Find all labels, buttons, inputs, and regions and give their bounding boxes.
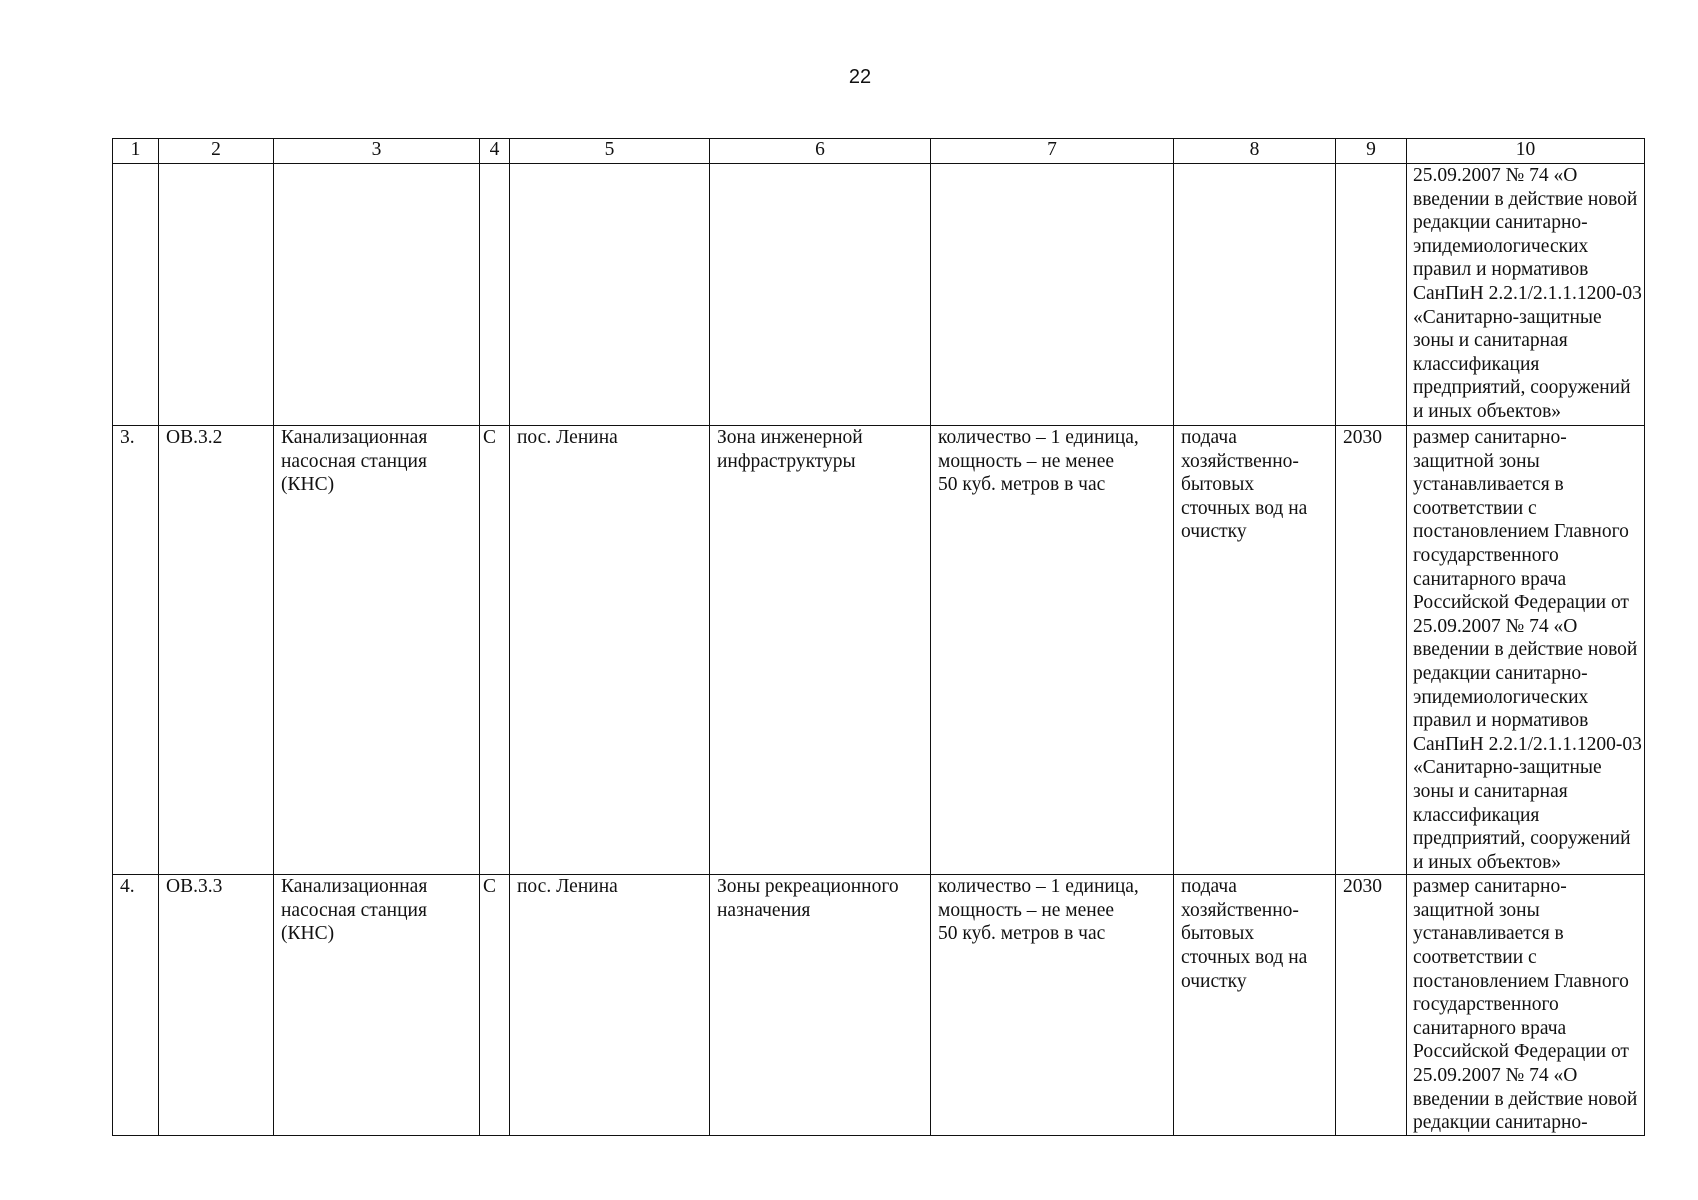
note-line: предприятий, сооружений (1413, 828, 1631, 850)
column-number: 1 (113, 139, 159, 164)
note-line: введении в действие новой (1413, 188, 1638, 210)
zone-line: назначения (717, 899, 811, 921)
purpose-line: сточных вод на (1181, 947, 1308, 969)
name-line: (КНС) (281, 474, 335, 496)
continuation-row (113, 164, 1645, 426)
note-line: защитной зоны (1413, 899, 1540, 921)
note-line: и иных объектов» (1413, 400, 1562, 422)
characteristics-line: количество – 1 единица, (938, 876, 1139, 898)
note-line: правил и нормативов (1413, 259, 1589, 281)
object-status: С (480, 875, 510, 1136)
functional-zone (710, 426, 931, 875)
column-number: 6 (710, 139, 931, 164)
note-line: государственного (1413, 544, 1559, 566)
page-number: 22 (848, 66, 872, 88)
row-number: 4. (113, 875, 159, 1136)
empty-cell (1336, 164, 1407, 426)
note-line: Российской Федерации от (1413, 1041, 1629, 1063)
column-number: 2 (159, 139, 274, 164)
column-number: 10 (1407, 139, 1645, 164)
note-line: размер санитарно- (1413, 427, 1567, 448)
note-line: редакции санитарно- (1413, 1112, 1588, 1134)
note-line: редакции санитарно- (1413, 212, 1588, 234)
column-number-row (113, 139, 1645, 164)
note-line: 25.09.2007 № 74 «О (1413, 615, 1578, 637)
empty-cell (274, 164, 480, 426)
note-line: классификация (1413, 804, 1540, 826)
implementation-year: 2030 (1336, 426, 1407, 875)
note-line: зоны и санитарная (1413, 330, 1568, 352)
note-line: постановлением Главного (1413, 521, 1629, 543)
zone-line: Зона инженерной (717, 427, 863, 448)
functional-zone (710, 875, 931, 1136)
note-line: предприятий, сооружений (1413, 377, 1631, 399)
object-code: ОВ.3.3 (159, 875, 274, 1136)
note-line: устанавливается в (1413, 474, 1564, 496)
zone-line: инфраструктуры (717, 450, 856, 472)
purpose-line: сточных вод на (1181, 497, 1308, 519)
characteristics-line: 50 куб. метров в час (938, 474, 1106, 496)
note-line: санитарного врача (1413, 568, 1567, 590)
object-purpose (1174, 426, 1336, 875)
characteristics-line: мощность – не менее (938, 899, 1115, 921)
purpose-line: подача (1181, 876, 1237, 898)
note-cell (1407, 875, 1645, 1136)
note-line: классификация (1413, 353, 1540, 375)
objects-table (112, 138, 1645, 1136)
empty-cell (159, 164, 274, 426)
name-line: Канализационная (281, 876, 428, 898)
purpose-line: бытовых (1181, 474, 1255, 496)
characteristics-line: количество – 1 единица, (938, 427, 1139, 448)
note-line: санитарного врача (1413, 1017, 1567, 1039)
zone-line: Зоны рекреационного (717, 876, 899, 898)
note-line: и иных объектов» (1413, 851, 1562, 873)
column-number: 3 (274, 139, 480, 164)
note-line: эпидемиологических (1413, 235, 1589, 257)
object-location: пос. Ленина (510, 426, 710, 875)
purpose-line: очистку (1181, 521, 1247, 543)
note-line: СанПиН 2.2.1/2.1.1.1200-03 (1413, 733, 1642, 755)
note-line: СанПиН 2.2.1/2.1.1.1200-03 (1413, 282, 1642, 304)
object-status: С (480, 426, 510, 875)
object-location: пос. Ленина (510, 875, 710, 1136)
note-line: постановлением Главного (1413, 970, 1629, 992)
characteristics-line: 50 куб. метров в час (938, 923, 1106, 945)
table-row (113, 426, 1645, 875)
object-code: ОВ.3.2 (159, 426, 274, 875)
column-number: 4 (480, 139, 510, 164)
characteristics-line: мощность – не менее (938, 450, 1115, 472)
empty-cell (931, 164, 1174, 426)
note-line: «Санитарно-защитные (1413, 306, 1602, 328)
name-line: Канализационная (281, 427, 428, 448)
note-line: введении в действие новой (1413, 1088, 1638, 1110)
column-number: 9 (1336, 139, 1407, 164)
note-line: защитной зоны (1413, 450, 1540, 472)
note-line: устанавливается в (1413, 923, 1564, 945)
empty-cell (113, 164, 159, 426)
column-number: 5 (510, 139, 710, 164)
row-number: 3. (113, 426, 159, 875)
purpose-line: бытовых (1181, 923, 1255, 945)
note-line: «Санитарно-защитные (1413, 757, 1602, 779)
name-line: насосная станция (281, 450, 427, 472)
note-cell (1407, 164, 1645, 426)
empty-cell (1174, 164, 1336, 426)
note-line: введении в действие новой (1413, 639, 1638, 661)
object-characteristics (931, 426, 1174, 875)
implementation-year: 2030 (1336, 875, 1407, 1136)
column-number: 7 (931, 139, 1174, 164)
note-line: 25.09.2007 № 74 «О (1413, 165, 1578, 186)
empty-cell (510, 164, 710, 426)
note-line: редакции санитарно- (1413, 662, 1588, 684)
name-line: (КНС) (281, 923, 335, 945)
column-number: 8 (1174, 139, 1336, 164)
name-line: насосная станция (281, 899, 427, 921)
note-line: правил и нормативов (1413, 710, 1589, 732)
object-characteristics (931, 875, 1174, 1136)
note-line: соответствии с (1413, 497, 1537, 519)
object-name (274, 426, 480, 875)
note-line: государственного (1413, 994, 1559, 1016)
note-line: размер санитарно- (1413, 876, 1567, 898)
note-line: зоны и санитарная (1413, 780, 1568, 802)
note-line: эпидемиологических (1413, 686, 1589, 708)
table-row (113, 875, 1645, 1136)
note-line: Российской Федерации от (1413, 592, 1629, 614)
object-purpose (1174, 875, 1336, 1136)
purpose-line: хозяйственно- (1181, 899, 1299, 921)
empty-cell (710, 164, 931, 426)
note-line: 25.09.2007 № 74 «О (1413, 1065, 1578, 1087)
note-line: соответствии с (1413, 947, 1537, 969)
object-name (274, 875, 480, 1136)
note-cell (1407, 426, 1645, 875)
purpose-line: очистку (1181, 970, 1247, 992)
purpose-line: хозяйственно- (1181, 450, 1299, 472)
purpose-line: подача (1181, 427, 1237, 448)
empty-cell (480, 164, 510, 426)
